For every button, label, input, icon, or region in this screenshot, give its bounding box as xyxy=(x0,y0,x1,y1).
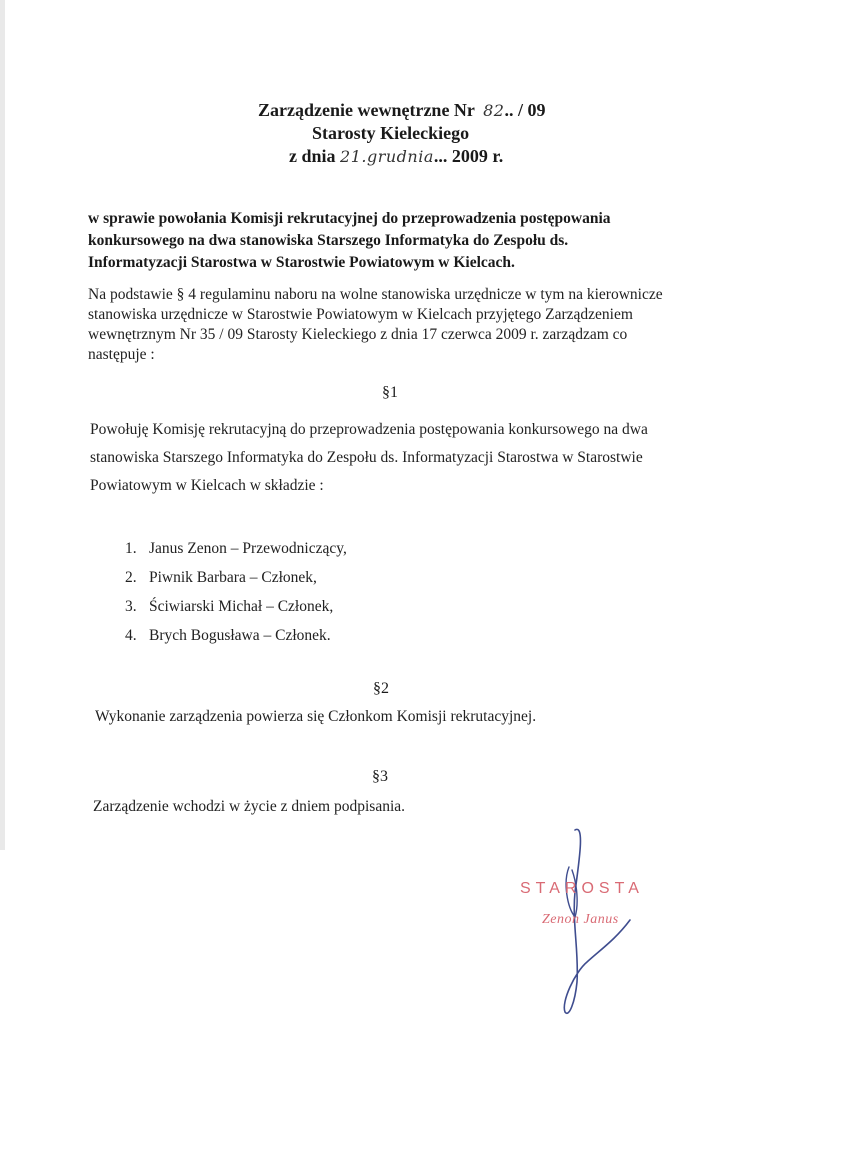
scan-edge xyxy=(0,0,5,850)
number-dots: .. xyxy=(504,100,514,120)
date-dots: ... xyxy=(433,146,448,166)
section-1-paragraph xyxy=(90,416,730,500)
section-3-mark: §3 xyxy=(372,768,388,785)
preamble-line: wewnętrznym Nr 35 / 09 Starosty Kieleckiego z dnia 17 czerwca 2009 r. zarządzam co xyxy=(88,326,628,343)
title-line-1 xyxy=(258,100,545,121)
title-line-2: Starosty Kieleckiego xyxy=(312,123,470,143)
stamp-role: STAROSTA xyxy=(520,880,644,897)
paragraph-line: Powołuję Komisję rekrutacyjną do przeprowadzenia postępowania konkursowego na dwa xyxy=(90,421,648,438)
handwritten-number: 82 xyxy=(483,101,505,120)
list-number: 2. xyxy=(125,569,137,586)
subject xyxy=(88,208,708,274)
members-list xyxy=(125,538,347,654)
subject-line: w sprawie powołania Komisji rekrutacyjnej do przeprowadzenia postępowania xyxy=(88,210,611,227)
preamble-line: następuje : xyxy=(88,346,155,363)
stamp-name: Zenon Janus xyxy=(542,912,619,927)
title-line-3 xyxy=(289,146,503,167)
preamble xyxy=(88,285,708,365)
list-item xyxy=(125,625,347,654)
member-text: Janus Zenon – Przewodniczący, xyxy=(149,540,347,557)
section-2-mark: §2 xyxy=(373,680,389,697)
list-item xyxy=(125,538,347,567)
date-prefix: z dnia xyxy=(289,146,336,166)
list-number: 1. xyxy=(125,540,137,557)
subject-line: Informatyzacji Starostwa w Starostwie Powiatowym w Kielcach. xyxy=(88,254,515,271)
title-suffix: / 09 xyxy=(517,100,546,120)
section-3-text: Zarządzenie wchodzi w życie z dniem podpisania. xyxy=(93,798,406,815)
list-number: 4. xyxy=(125,627,137,644)
paragraph-line: stanowiska Starszego Informatyka do Zespołu ds. Informatyzacji Starostwa w Starostwie xyxy=(90,449,643,466)
list-item xyxy=(125,567,347,596)
member-text: Piwnik Barbara – Członek, xyxy=(149,569,317,586)
member-text: Brych Bogusława – Członek. xyxy=(149,627,331,644)
section-1-mark: §1 xyxy=(382,384,398,401)
title-prefix: Zarządzenie wewnętrzne Nr xyxy=(258,100,475,120)
preamble-line: Na podstawie § 4 regulaminu naboru na wolne stanowiska urzędnicze w tym na kierownicze xyxy=(88,286,663,303)
list-item xyxy=(125,596,347,625)
section-2-text: Wykonanie zarządzenia powierza się Członkom Komisji rekrutacyjnej. xyxy=(95,708,537,725)
paragraph-line: Powiatowym w Kielcach w składzie : xyxy=(90,477,324,494)
subject-line: konkursowego na dwa stanowiska Starszego Informatyka do Zespołu ds. xyxy=(88,232,569,249)
handwritten-date: 21.grudnia xyxy=(340,147,434,166)
official-stamp xyxy=(520,880,670,928)
date-suffix: 2009 r. xyxy=(451,146,504,166)
preamble-line: stanowiska urzędnicze w Starostwie Powiatowym w Kielcach przyjętego Zarządzeniem xyxy=(88,306,633,323)
list-number: 3. xyxy=(125,598,137,615)
member-text: Ściwiarski Michał – Członek, xyxy=(149,598,334,615)
